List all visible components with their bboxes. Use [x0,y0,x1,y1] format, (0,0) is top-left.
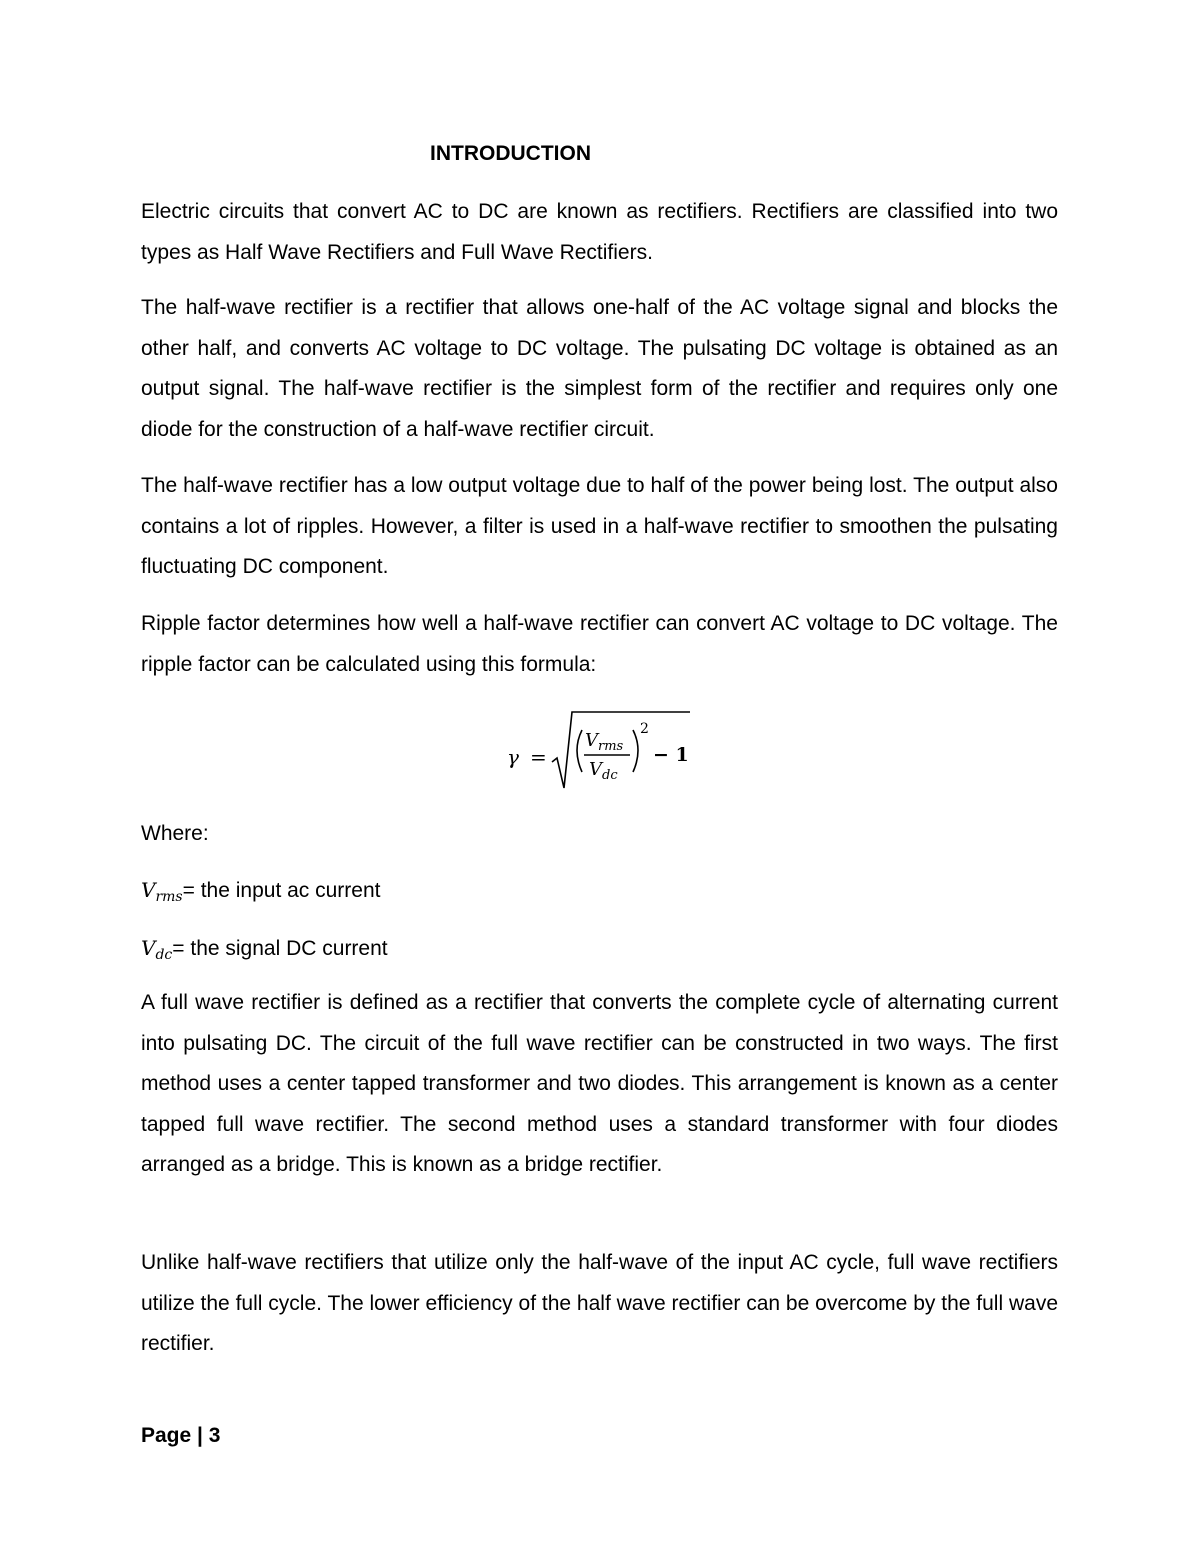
definition-vdc-text: = the signal DC current [172,937,388,960]
left-paren-icon [577,730,582,772]
paragraph-full-wave: A full wave rectifier is defined as a rectifier that converts the complete cycle of alternating current into pulsating DC. The circuit of the full wave rectifier can be constructed in two ways. The first method uses a center tapped transformer and two diodes. This arrangement is known as a center tapped full wave rectifier. The second method uses a standard transformer with four diodes arranged as a bridge. This is known as a bridge rectifier. [141,991,1058,1177]
formula-denominator-sub: dc [602,768,618,783]
paragraph-half-wave: The half-wave rectifier is a rectifier that allows one-half of the AC voltage signal and blocks the other half, and converts AC voltage to DC voltage. The pulsating DC voltage is obtained as an output signal. The half-wave rectifier is the simplest form of the rectifier and requires only one diode for the construction of a half-wave rectifier circuit. [141,296,1058,441]
right-paren-icon [633,730,638,772]
page-number-footer: Page | 3 [141,1424,221,1447]
paragraph-intro: Electric circuits that convert AC to DC are known as rectifiers. Rectifiers are classified into two types as Half Wave Rectifiers and Full Wave Rectifiers. [141,200,1058,264]
formula-numerator-sub: rms [598,739,624,754]
paragraph-comparison: Unlike half-wave rectifiers that utilize only the half-wave of the input AC cycle, full wave rectifiers utilize the full cycle. The lower efficiency of the half wave rectifier can be overcome by the full wave rectifier. [141,1251,1058,1356]
formula-denominator: V [589,759,602,780]
definition-vdc-symbol: $V_{dc}$ [141,936,173,963]
formula-minus-one: − 1 [653,744,689,766]
definition-vrms [141,878,380,905]
page-title: INTRODUCTION [430,142,591,165]
definition-vdc [141,936,388,963]
paragraph-half-wave-output: The half-wave rectifier has a low output voltage due to half of the power being lost. The output also contains a lot of ripples. However, a filter is used in a half-wave rectifier to smoothen the pulsating fluctuating DC component. [141,474,1058,579]
where-label: Where: [141,822,209,845]
formula-gamma: γ [507,745,519,769]
formula-numerator: V [585,730,598,751]
formula-exponent: 2 [640,721,649,737]
formula-equals: = [530,745,547,769]
definition-vrms-text: = the input ac current [182,879,381,902]
definition-vrms-symbol: $V_{rms}$ [141,878,183,905]
paragraph-ripple-factor: Ripple factor determines how well a half-wave rectifier can convert AC voltage to DC voltage. The ripple factor can be calculated using this formula: [141,612,1058,676]
ripple-factor-formula [500,700,700,800]
